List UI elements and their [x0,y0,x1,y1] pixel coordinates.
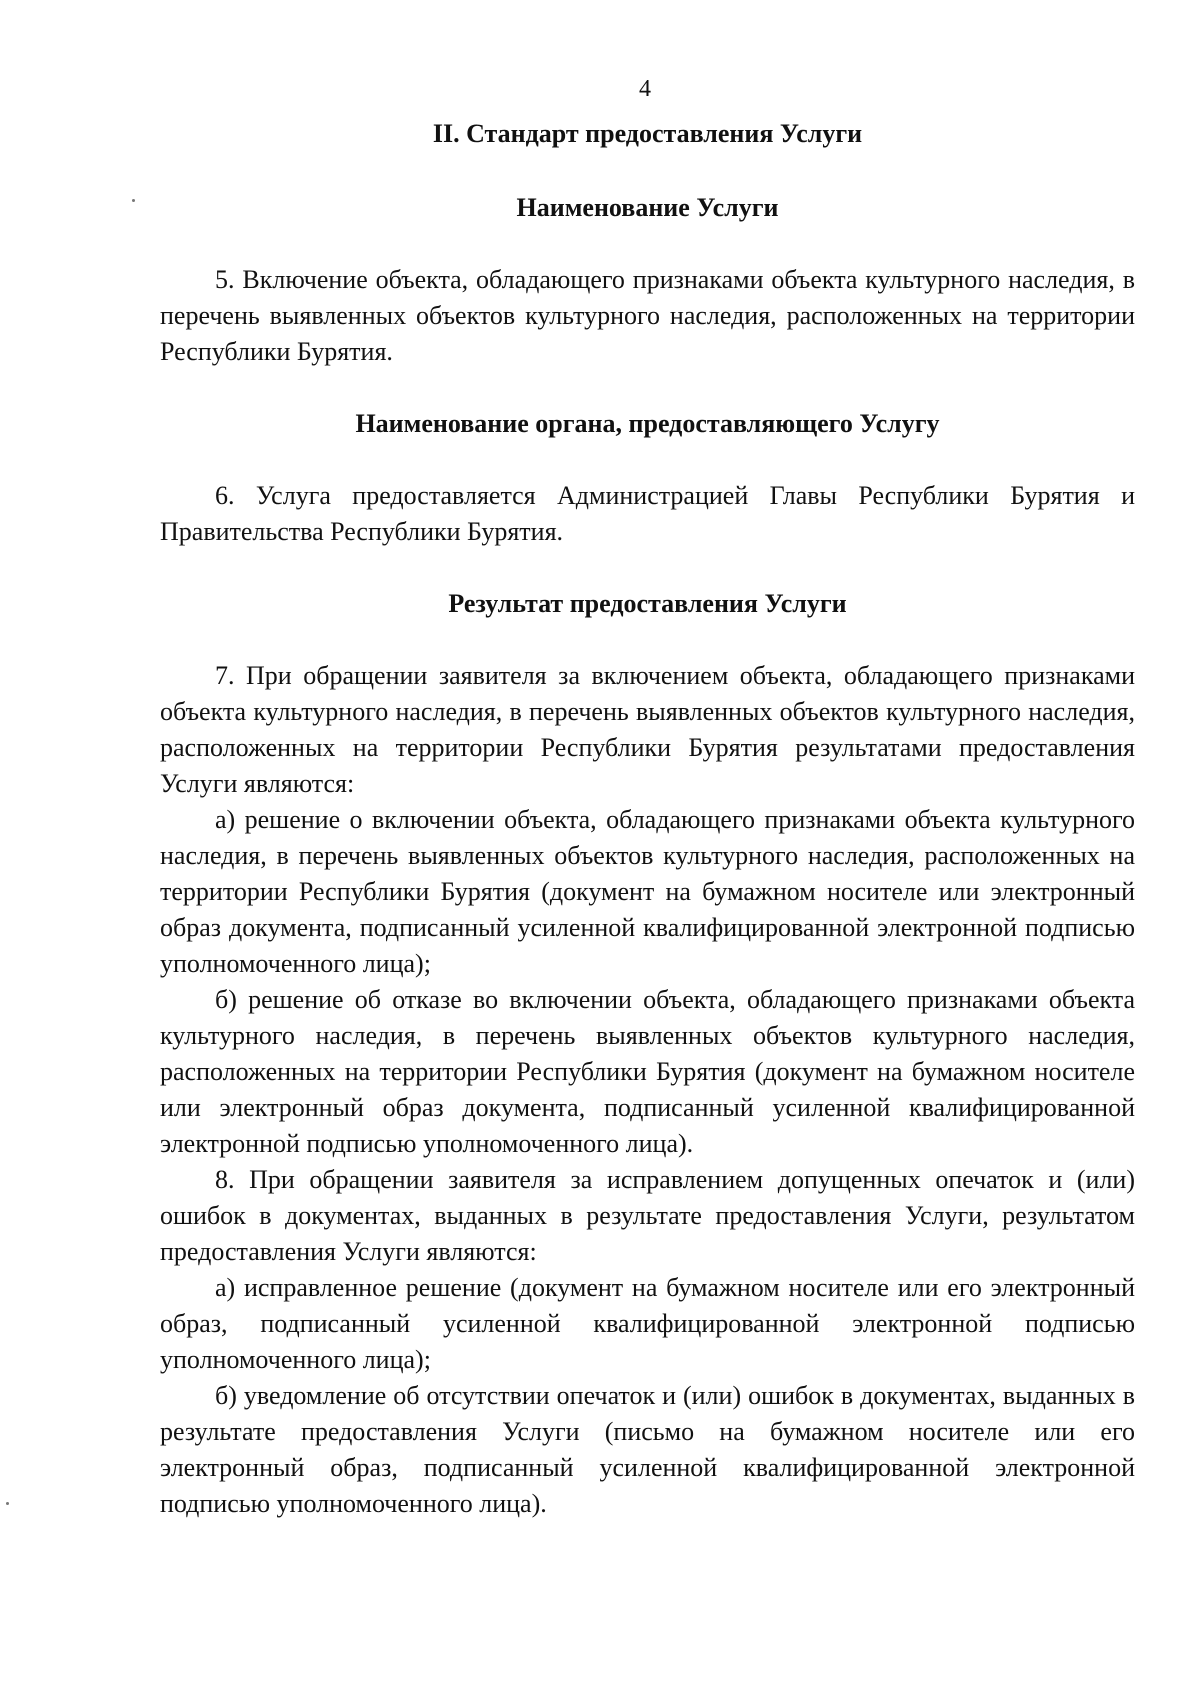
scan-speck [132,199,135,202]
paragraph-8b: б) уведомление об отсутствии опечаток и (или) ошибок в документах, выданных в результате предоставления Услуги (письмо на бумажном носителе или его электронный образ, подписанный усиленной квалифицированной электронной подписью уполномоченного лица). [160,1381,1135,1518]
paragraph-8: 8. При обращении заявителя за исправлением допущенных опечаток и (или) ошибок в документах, выданных в результате предоставления Услуги, результатом предоставления Услуги являются: [160,1165,1135,1266]
paragraph-8a: а) исправленное решение (документ на бумажном носителе или его электронный образ, подписанный усиленной квалифицированной электронной подписью уполномоченного лица); [160,1273,1135,1374]
document-body [160,116,1135,1522]
scan-speck [6,1502,9,1505]
paragraph-6: 6. Услуга предоставляется Администрацией Главы Республики Бурятия и Правительства Республики Бурятия. [160,481,1135,546]
paragraph-7b: б) решение об отказе во включении объекта, обладающего признаками объекта культурного наследия, в перечень выявленных объектов культурного наследия, расположенных на территории Республики Бурятия (документ на бумажном носителе или электронный образ документа, подписанный усиленной квалифицированной электронной подписью уполномоченного лица). [160,985,1135,1158]
page-number: 4 [639,76,651,102]
heading-authority-name: Наименование органа, предоставляющего Услугу [355,409,940,438]
paragraph-7a: а) решение о включении объекта, обладающего признаками объекта культурного наследия, в перечень выявленных объектов культурного наследия, расположенных на территории Республики Бурятия (документ на бумажном носителе или электронный образ документа, подписанный усиленной квалифицированной электронной подписью уполномоченного лица); [160,805,1135,978]
heading-service-name: Наименование Услуги [516,193,779,222]
paragraph-7: 7. При обращении заявителя за включением объекта, обладающего признаками объекта культурного наследия, в перечень выявленных объектов культурного наследия, расположенных на территории Республики Бурятия результатами предоставления Услуги являются: [160,661,1135,798]
paragraph-5: 5. Включение объекта, обладающего признаками объекта культурного наследия, в перечень выявленных объектов культурного наследия, расположенных на территории Республики Бурятия. [160,265,1135,366]
heading-result: Результат предоставления Услуги [448,589,847,618]
section-title: II. Стандарт предоставления Услуги [432,119,863,148]
